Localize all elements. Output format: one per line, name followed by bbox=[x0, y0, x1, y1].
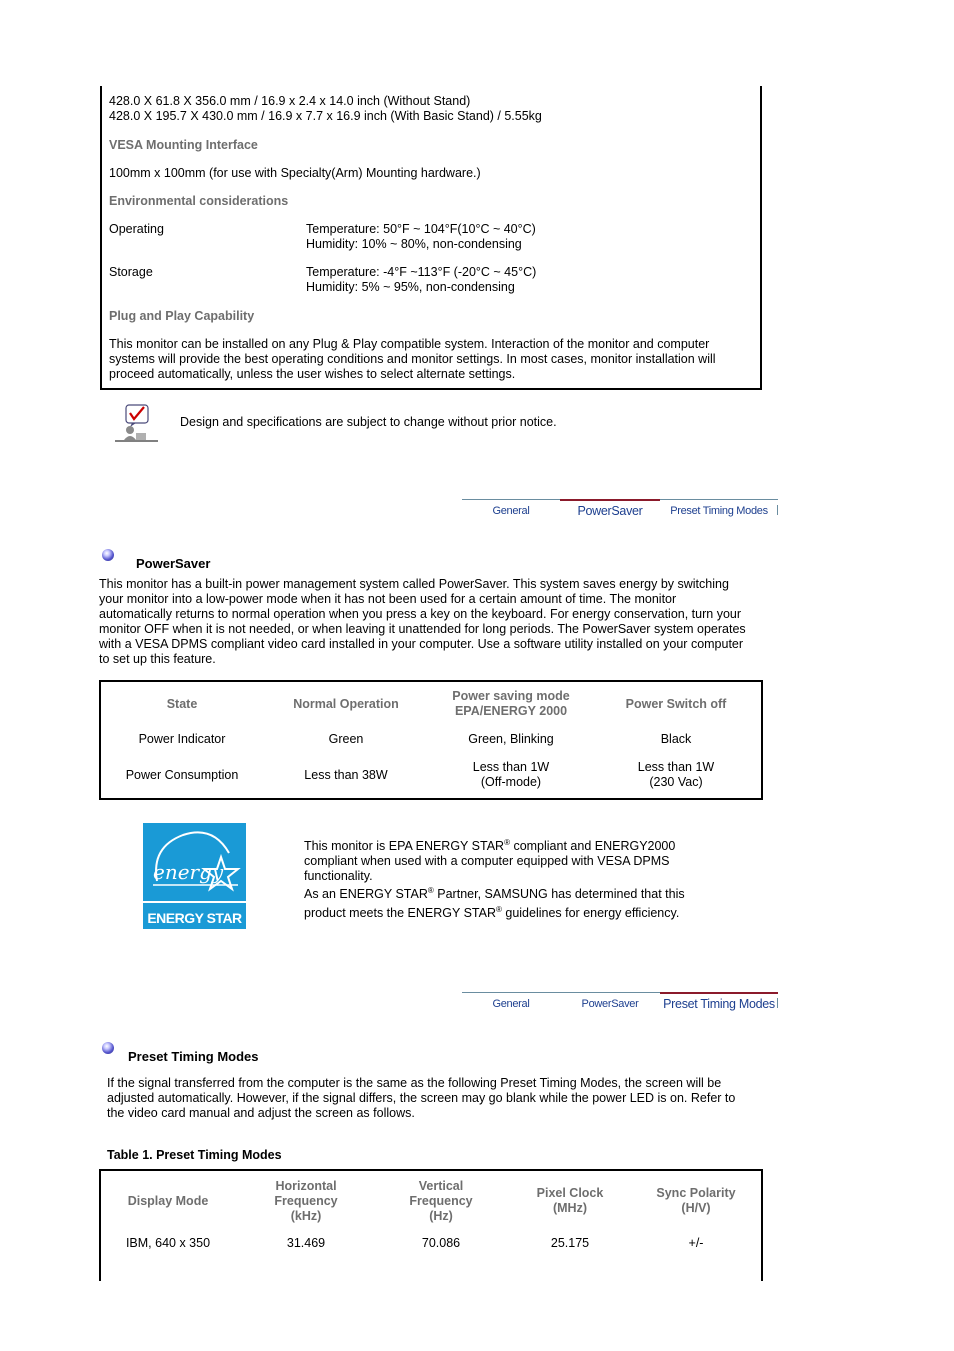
energy-paragraph-1: This monitor is EPA ENERGY STAR® compliant and ENERGY2000 compliant when used with a computer equipped with VESA DPMS functionality. bbox=[304, 838, 676, 884]
tab-general[interactable]: General bbox=[462, 499, 560, 519]
tab-preset-timing-modes[interactable]: Preset Timing Modes bbox=[660, 499, 778, 519]
table-cell: 31.469 bbox=[286, 1236, 326, 1250]
tab-bar-end-divider bbox=[777, 998, 778, 1008]
energy-paragraph-2: As an ENERGY STAR® Partner, SAMSUNG has determined that this product meets the ENERGY STAR® guidelines for energy efficiency. bbox=[304, 886, 685, 921]
tab-powersaver[interactable]: PowerSaver bbox=[560, 992, 660, 1012]
table-cell: Power Consumption bbox=[125, 768, 239, 782]
vesa-text: 100mm x 100mm (for use with Specialty(Arm) Mounting hardware.) bbox=[109, 166, 481, 180]
plug-and-play-text: This monitor can be installed on any Plug & Play compatible system. Interaction of the monitor and computer systems will provide the best operating conditions and monitor settings. In most cases, monitor installation will proceed automatically, unless the user wishes to select alternate settings. bbox=[109, 337, 716, 381]
table-cell: 70.086 bbox=[421, 1236, 461, 1250]
table-header-power-saving-mode: Power saving mode EPA/ENERGY 2000 bbox=[452, 689, 570, 718]
table-cell: Less than 1W (230 Vac) bbox=[637, 760, 715, 789]
check-note-icon bbox=[114, 404, 158, 442]
table-cell: Less than 1W (Off-mode) bbox=[472, 760, 550, 789]
table-header-sync-polarity: Sync Polarity (H/V) bbox=[656, 1186, 736, 1215]
storage-humidity: Humidity: 5% ~ 95%, non-condensing bbox=[306, 280, 515, 294]
table-header-normal-operation: Normal Operation bbox=[293, 697, 399, 711]
table-cell: Less than 38W bbox=[304, 768, 388, 782]
energy-star-logo bbox=[143, 823, 246, 929]
table-header-display-mode: Display Mode bbox=[127, 1194, 209, 1208]
preset-title: Preset Timing Modes bbox=[128, 1049, 259, 1064]
vesa-heading: VESA Mounting Interface bbox=[109, 138, 258, 152]
table-cell: Power Indicator bbox=[138, 732, 226, 746]
operating-humidity: Humidity: 10% ~ 80%, non-condensing bbox=[306, 237, 522, 251]
table-header-state: State bbox=[166, 697, 198, 711]
environmental-heading: Environmental considerations bbox=[109, 194, 289, 208]
dimensions-with-stand: 428.0 X 195.7 X 430.0 mm / 16.9 x 7.7 x 16.9 inch (With Basic Stand) / 5.55kg bbox=[109, 109, 542, 123]
energy-logo-script: energy bbox=[153, 860, 224, 884]
table-cell: Green, Blinking bbox=[468, 732, 554, 746]
powersaver-description: This monitor has a built-in power management system called PowerSaver. This system saves energy by switching your monitor into a low-power mode when it has not been used for a certain amount of time. The monitor automatically returns to normal operation when you press a key on the keyboard. For energy conservation, turn your monitor OFF when it is not needed, or when leaving it unattended for long periods. The PowerSaver system operates with a VESA DPMS compliant video card installed in your computer. Use a software utility installed on your computer to set up this feature. bbox=[99, 577, 746, 666]
table-header-vertical-frequency: Vertical Frequency (Hz) bbox=[409, 1179, 473, 1223]
preset-description: If the signal transferred from the computer is the same as the following Preset Timing Modes, the screen will be adjusted automatically. However, if the signal differs, the screen may go blank while the power LED is on. Refer to the video card manual and adjust the screen as follows. bbox=[107, 1076, 736, 1120]
tab-powersaver[interactable]: PowerSaver bbox=[560, 499, 660, 519]
table-header-horizontal-frequency: Horizontal Frequency (kHz) bbox=[274, 1179, 338, 1223]
storage-temperature: Temperature: -4°F ~113°F (-20°C ~ 45°C) bbox=[306, 265, 537, 279]
tab-general[interactable]: General bbox=[462, 992, 560, 1012]
table-cell: Black bbox=[660, 732, 692, 746]
energy-star-logo-text: ENERGY STAR bbox=[147, 910, 242, 926]
table-cell: IBM, 640 x 350 bbox=[125, 1236, 211, 1250]
bullet-icon bbox=[102, 549, 114, 561]
operating-temperature: Temperature: 50°F ~ 104°F(10°C ~ 40°C) bbox=[306, 222, 536, 236]
tab-bar-end-divider bbox=[777, 505, 778, 515]
operating-label: Operating bbox=[109, 222, 164, 236]
tab-preset-timing-modes[interactable]: Preset Timing Modes bbox=[660, 992, 778, 1012]
tab-bar-powersaver bbox=[462, 499, 778, 519]
preset-table-caption: Table 1. Preset Timing Modes bbox=[107, 1148, 282, 1162]
notice-text: Design and specifications are subject to change without prior notice. bbox=[180, 415, 557, 429]
table-header-power-switch-off: Power Switch off bbox=[625, 697, 727, 711]
tab-bar-preset bbox=[462, 992, 778, 1012]
plug-and-play-heading: Plug and Play Capability bbox=[109, 309, 255, 323]
dimensions-without-stand: 428.0 X 61.8 X 356.0 mm / 16.9 x 2.4 x 14.0 inch (Without Stand) bbox=[109, 94, 471, 108]
storage-label: Storage bbox=[109, 265, 153, 279]
bullet-icon bbox=[102, 1042, 114, 1054]
powersaver-title: PowerSaver bbox=[136, 556, 211, 571]
table-cell: 25.175 bbox=[550, 1236, 590, 1250]
table-cell: Green bbox=[328, 732, 364, 746]
energy-star-emblem-icon bbox=[143, 823, 246, 903]
table-header-pixel-clock: Pixel Clock (MHz) bbox=[536, 1186, 604, 1215]
table-cell: +/- bbox=[688, 1236, 704, 1250]
